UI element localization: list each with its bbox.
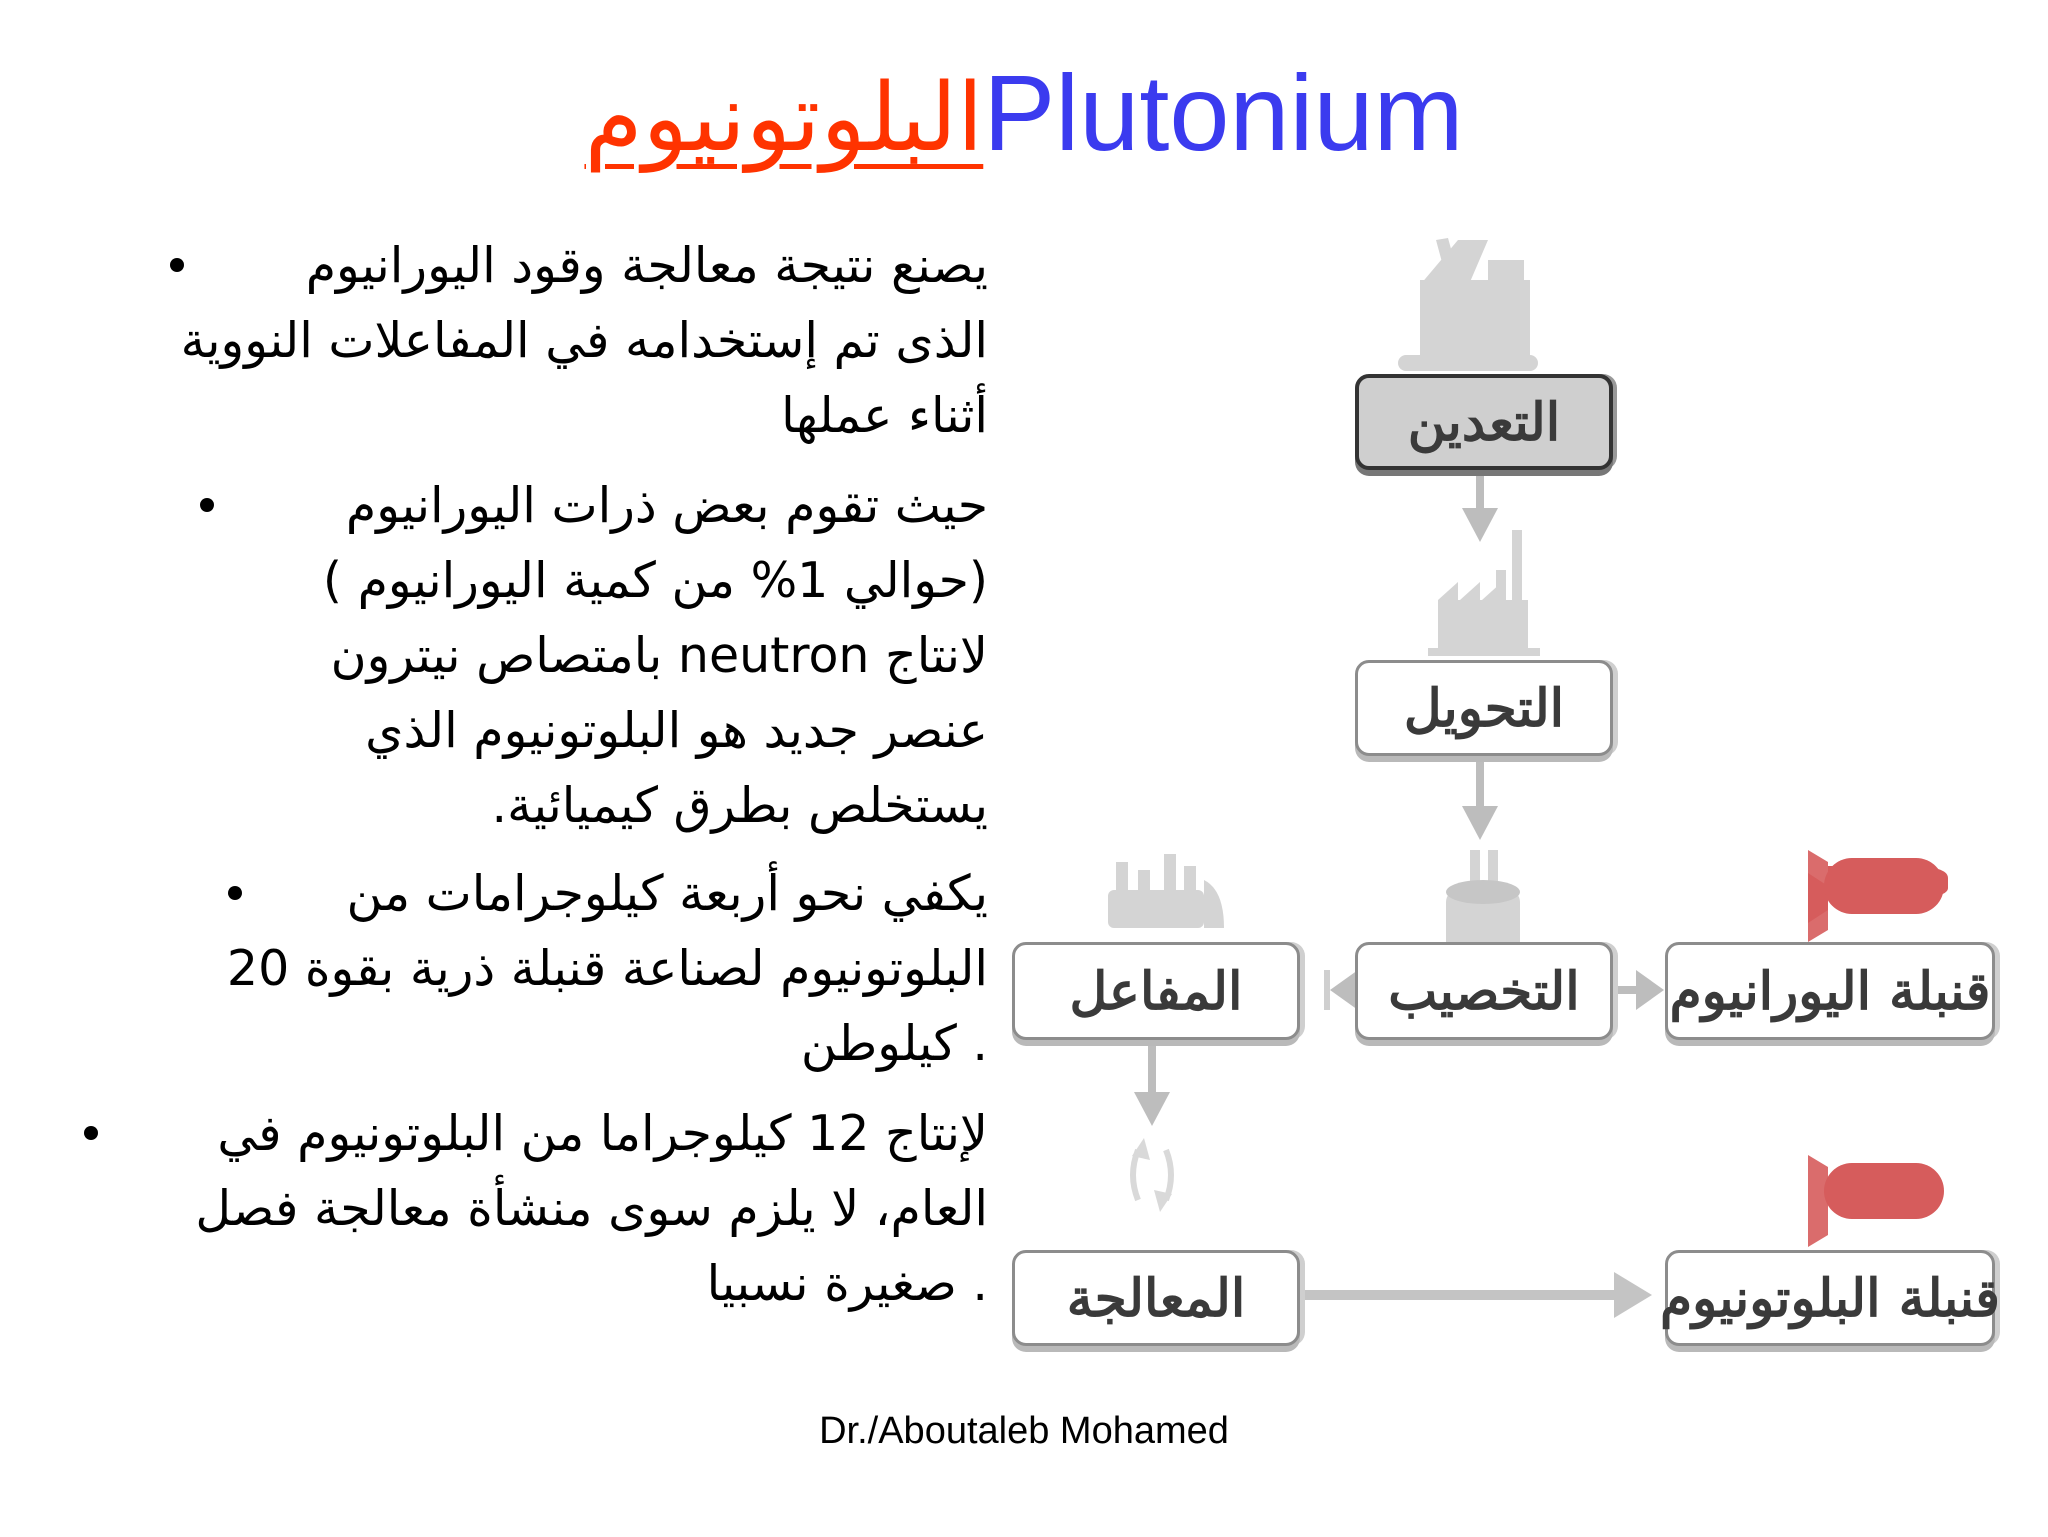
arrow-reactor-reprocessing [1134, 1046, 1170, 1126]
box-conversion [1355, 660, 1613, 756]
arrow-enrichment-uranium-bomb [1608, 970, 1664, 1010]
bullet-2-line-1: حيث تقوم بعض ذرات اليورانيوم [345, 477, 988, 534]
bullet-1-line-3: أثناء عملها [781, 387, 988, 444]
box-mining [1355, 374, 1613, 470]
bomb-icon [1808, 1155, 1944, 1247]
box-mining-label: التعدين [1407, 391, 1561, 453]
bullet-4-line-2: العام، لا يلزم سوى منشأة معالجة فصل [195, 1180, 988, 1237]
excavator-icon [1398, 238, 1538, 371]
bullet-dot-4 [84, 1126, 98, 1140]
bullet-1-line-2: الذى تم إستخدامه في المفاعلات النووية [180, 312, 988, 369]
bullet-4 [195, 1096, 988, 1321]
box-conversion-label: التحويل [1403, 677, 1565, 739]
bullet-4-line-3: . صغيرة نسبيا [706, 1255, 988, 1312]
bullet-2-line-5: يستخلص بطرق كيميائية. [491, 777, 988, 834]
box-reprocessing [1012, 1250, 1300, 1346]
box-reactor-label: المفاعل [1069, 960, 1243, 1022]
arrow-mining-conversion [1462, 462, 1498, 542]
box-reactor [1012, 942, 1300, 1040]
arrow-reprocessing-plutonium-bomb [1300, 1272, 1652, 1318]
bullet-2-line-2: (حوالي 1% من كمية اليورانيوم ) [322, 552, 988, 609]
bullet-2-line-4: عنصر جديد هو البلوتونيوم الذي [365, 702, 988, 759]
factory-icon [1428, 530, 1540, 656]
bullet-dot-2 [200, 498, 214, 512]
bullet-2 [323, 468, 988, 843]
reactor-icon [1108, 854, 1224, 928]
bullet-3-line-3: . كيلوطن [800, 1015, 988, 1072]
box-uranium-bomb [1665, 942, 1995, 1040]
box-enrichment-label: التخصيب [1388, 960, 1580, 1022]
box-enrichment [1355, 942, 1613, 1040]
box-plutonium-bomb-label: قنبلة البلوتونيوم [1659, 1267, 2001, 1329]
footer-author: Dr./Aboutaleb Mohamed [819, 1410, 1229, 1452]
title-english: Plutonium [983, 52, 1464, 173]
bomb-icon [1808, 850, 1948, 942]
bullet-3-line-2: البلوتونيوم لصناعة قنبلة ذرية بقوة 20 [226, 940, 988, 997]
bullet-3 [227, 856, 988, 1081]
bullet-3-line-1: يكفي نحو أربعة كيلوجرامات من [346, 865, 988, 922]
bullet-4-line-1: لإنتاج 12 كيلوجراما من البلوتونيوم في [217, 1105, 988, 1162]
slide-title [0, 50, 2048, 175]
box-plutonium-bomb [1659, 1250, 2001, 1346]
title-arabic: البلوتونيوم [584, 64, 984, 173]
bullet-1 [181, 228, 988, 453]
recycle-icon [1132, 1138, 1172, 1212]
box-reprocessing-label: المعالجة [1066, 1267, 1246, 1329]
box-uranium-bomb-label: قنبلة اليورانيوم [1669, 960, 1991, 1022]
arrow-conversion-enrichment [1462, 760, 1498, 840]
flow-diagram-graphics [988, 190, 2048, 1390]
bullet-1-line-1: يصنع نتيجة معالجة وقود اليورانيوم [305, 237, 988, 294]
bullet-2-line-3: لانتاج neutron بامتصاص نيترون [330, 627, 988, 684]
